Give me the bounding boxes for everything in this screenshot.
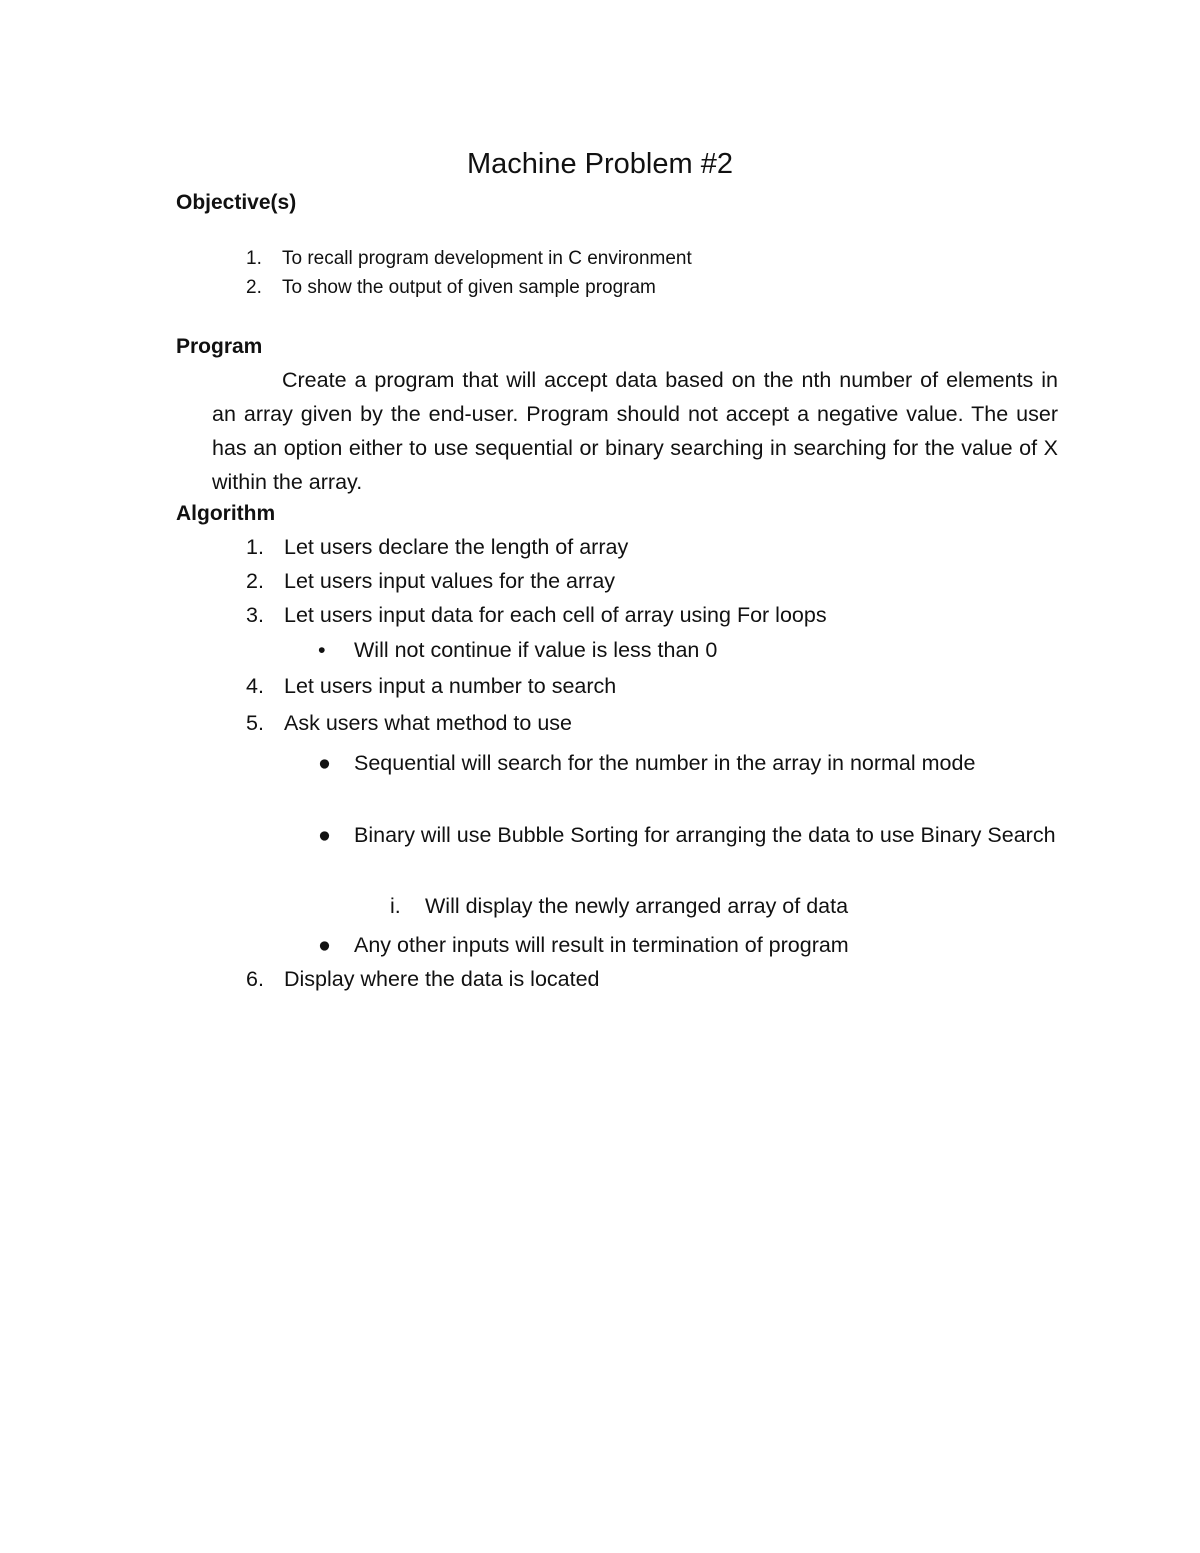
objective-item (246, 274, 656, 302)
step-number: 3. (246, 603, 264, 627)
program-text: Create a program that will accept data based on the nth number of elements in an array given by the end-user. Program should not accept a negative value. The user has an option either to use sequential or binary searching in searching for the value of X within the array. (212, 368, 1058, 494)
algorithm-step (246, 669, 616, 703)
bullet-text: Sequential will search for the number in the array in normal mode (354, 751, 976, 775)
objective-text: To show the output of given sample program (282, 277, 656, 298)
step-bullet (318, 633, 1058, 667)
algorithm-step (246, 706, 572, 740)
step-number: 6. (246, 967, 264, 991)
sub-item (390, 889, 848, 923)
step-text: Let users input values for the array (284, 569, 616, 593)
bullet-text: Any other inputs will result in termination of program (354, 933, 849, 957)
algorithm-step (246, 530, 628, 564)
document-title: Machine Problem #2 (467, 148, 733, 180)
bullet-text: Binary will use Bubble Sorting for arranging the data to use Binary Search (354, 823, 1056, 847)
bullet-icon: • (318, 638, 326, 662)
sub-item-text: Will display the newly arranged array of data (425, 894, 849, 918)
step-bullet (318, 928, 1058, 962)
step-text: Let users input a number to search (284, 674, 617, 698)
objective-item (246, 245, 692, 273)
step-text: Let users declare the length of array (284, 535, 629, 559)
step-number: 2. (246, 569, 264, 593)
objectives-heading: Objective(s) (176, 191, 297, 214)
algorithm-heading: Algorithm (176, 502, 276, 525)
step-bullet (318, 818, 1058, 852)
bullet-icon: ● (318, 933, 331, 957)
algorithm-step (246, 962, 600, 996)
sub-item-number: i. (390, 894, 401, 918)
objective-number: 1. (246, 248, 262, 269)
objective-number: 2. (246, 277, 262, 298)
step-text: Let users input data for each cell of array using For loops (284, 603, 827, 627)
algorithm-step (246, 598, 827, 632)
step-number: 4. (246, 674, 264, 698)
program-heading: Program (176, 335, 263, 358)
bullet-text: Will not continue if value is less than 0 (354, 638, 718, 662)
bullet-icon: ● (318, 751, 331, 775)
program-description (212, 363, 1058, 499)
step-number: 5. (246, 711, 264, 735)
bullet-icon: ● (318, 823, 331, 847)
objective-text: To recall program development in C environment (282, 248, 692, 269)
step-text: Display where the data is located (284, 967, 600, 991)
step-text: Ask users what method to use (284, 711, 573, 735)
step-number: 1. (246, 535, 264, 559)
step-bullet (318, 746, 1058, 780)
algorithm-step (246, 564, 615, 598)
